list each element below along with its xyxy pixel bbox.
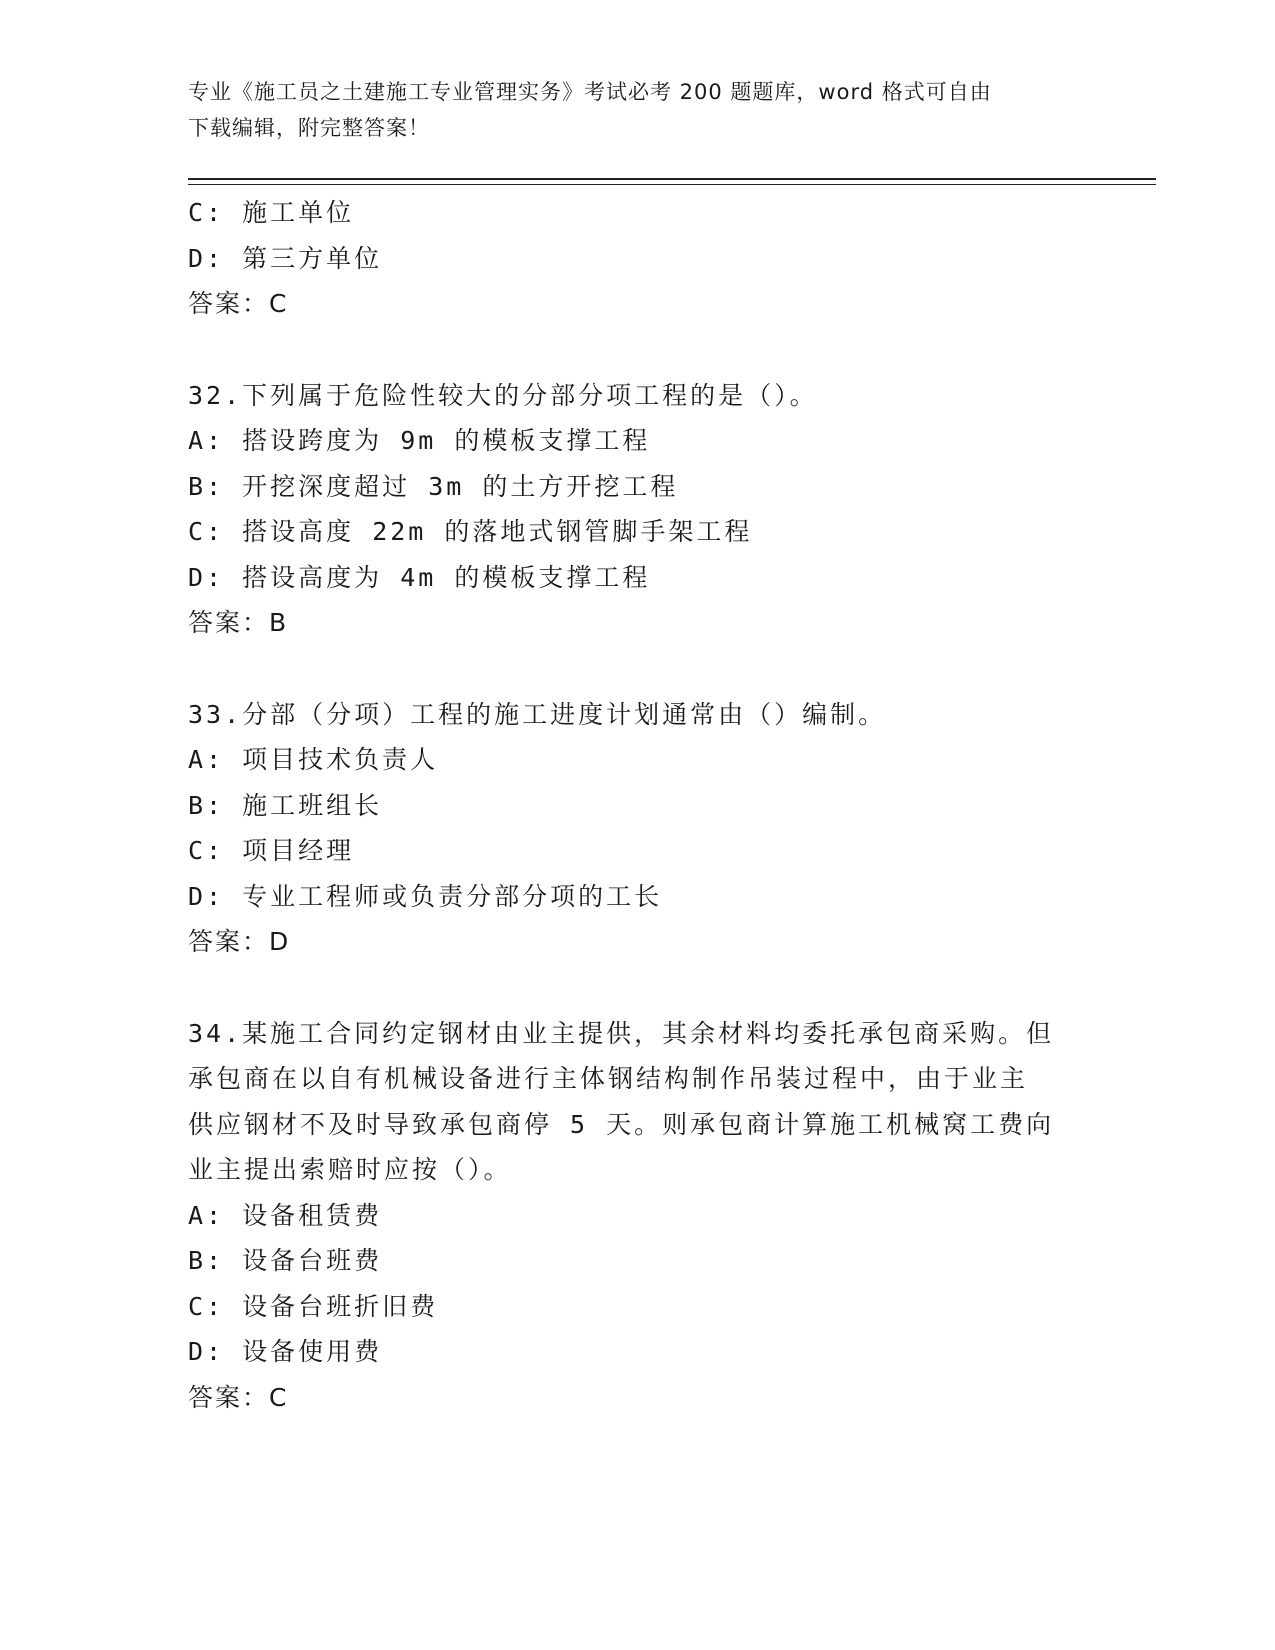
option-c: C: 设备台班折旧费 bbox=[188, 1291, 439, 1321]
question-stem-line: 业主提出索赔时应按（）。 bbox=[188, 1155, 512, 1184]
question-32 bbox=[188, 373, 1088, 646]
option-c: C: 施工单位 bbox=[188, 198, 355, 227]
question-stem: 32.下列属于危险性较大的分部分项工程的是（）。 bbox=[188, 380, 818, 410]
question-stem: 33.分部（分项）工程的施工进度计划通常由（）编制。 bbox=[188, 699, 887, 729]
question-stem-line: 供应钢材不及时导致承包商停 5 天。则承包商计算施工机械窝工费向 bbox=[188, 1109, 1055, 1139]
option-a: A: 设备租赁费 bbox=[188, 1200, 383, 1230]
option-d: D: 设备使用费 bbox=[188, 1337, 383, 1366]
option-d: D: 搭设高度为 4m 的模板支撑工程 bbox=[188, 562, 651, 592]
option-b: B: 设备台班费 bbox=[188, 1246, 383, 1275]
option-a: A: 项目技术负责人 bbox=[188, 745, 439, 774]
answer: 答案：C bbox=[188, 1382, 289, 1412]
question-list bbox=[188, 190, 1088, 1420]
question-34 bbox=[188, 1011, 1088, 1421]
spacer bbox=[188, 646, 1088, 692]
document-header bbox=[188, 74, 1088, 146]
question-stem bbox=[188, 1011, 1088, 1193]
spacer bbox=[188, 327, 1088, 373]
option-c: C: 项目经理 bbox=[188, 836, 355, 865]
question-stem-line: 34.某施工合同约定钢材由业主提供，其余材料均委托承包商采购。但 bbox=[188, 1018, 1055, 1048]
option-a: A: 搭设跨度为 9m 的模板支撑工程 bbox=[188, 426, 651, 455]
option-c: C: 搭设高度 22m 的落地式钢管脚手架工程 bbox=[188, 517, 753, 546]
question-33 bbox=[188, 692, 1088, 965]
option-b: B: 施工班组长 bbox=[188, 790, 383, 820]
question-stem-line: 承包商在以自有机械设备进行主体钢结构制作吊装过程中，由于业主 bbox=[188, 1064, 1029, 1093]
header-line-2: 下载编辑，附完整答案！ bbox=[188, 116, 430, 140]
header-divider-thick bbox=[188, 178, 1156, 180]
answer: 答案：B bbox=[188, 608, 289, 637]
answer: 答案：D bbox=[188, 927, 291, 956]
option-d: D: 第三方单位 bbox=[188, 243, 383, 273]
option-d: D: 专业工程师或负责分部分项的工长 bbox=[188, 881, 663, 911]
question-31-continued bbox=[188, 190, 1088, 327]
header-line-1: 专业《施工员之土建施工专业管理实务》考试必考 200 题题库，word 格式可自由 bbox=[188, 80, 992, 104]
header-divider-thin bbox=[188, 184, 1156, 185]
answer: 答案：C bbox=[188, 289, 289, 318]
spacer bbox=[188, 965, 1088, 1011]
option-b: B: 开挖深度超过 3m 的土方开挖工程 bbox=[188, 471, 679, 501]
